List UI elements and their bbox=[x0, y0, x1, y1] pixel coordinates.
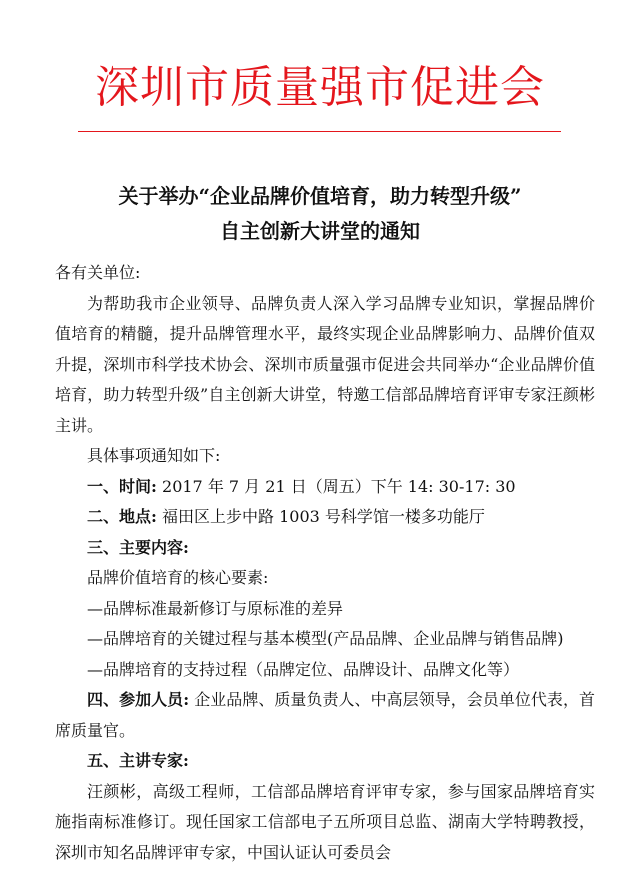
content-item-3: —品牌培育的支持过程（品牌定位、品牌设计、品牌文化等） bbox=[87, 659, 520, 679]
content-item-2: —品牌培育的关键过程与基本模型(产品品牌、企业品牌与销售品牌) bbox=[87, 629, 564, 648]
intro-paragraph: 为帮助我市企业领导、品牌负责人深入学习品牌专业知识，掌握品牌价值培育的精髓，提升品牌管理水平，最终实现企业品牌影响力、品牌价值双升提，深圳市科学技术协会、深圳市质量强市促进会共同举办“企业品牌价值培育，助力转型升级”自主创新大讲堂，特邀工信部品牌培育评审专家汪颜彬主讲。 bbox=[55, 293, 595, 435]
attendees-label: 四、参加人员: bbox=[87, 690, 190, 709]
content-heading: 三、主要内容: bbox=[87, 537, 189, 557]
place-value: 福田区上步中路 1003 号科学馆一楼多功能厅 bbox=[162, 507, 485, 526]
time-label: 一、时间: bbox=[87, 476, 157, 496]
notice-title-line-1: 关于举办“企业品牌价值培育，助力转型升级” bbox=[118, 184, 522, 208]
attendees-value: 企业品牌、质量负责人、中高层领导，会员单位代表，首席质量官。 bbox=[55, 690, 595, 740]
time-line bbox=[55, 472, 595, 503]
content-item-1: —品牌标准最新修订与原标准的差异 bbox=[87, 598, 344, 618]
header-divider bbox=[78, 131, 561, 132]
attendees-line bbox=[55, 685, 595, 746]
place-label: 二、地点: bbox=[87, 507, 157, 526]
time-value: 2017 年 7 月 21 日（周五）下午 14: 30-17: 30 bbox=[162, 476, 516, 496]
details-lead: 具体事项通知如下: bbox=[87, 446, 221, 465]
speaker-heading: 五、主讲专家: bbox=[87, 751, 189, 770]
speaker-bio: 汪颜彬，高级工程师，工信部品牌培育评审专家，参与国家品牌培育实施指南标准修订。现任国家工信部电子五所项目总监、湖南大学特聘教授，深圳市知名品牌评审专家，中国认证认可委员会 bbox=[55, 781, 595, 862]
organization-title: 深圳市质量强市促进会 bbox=[95, 62, 545, 113]
notice-body bbox=[55, 258, 595, 868]
content-intro: 品牌价值培育的核心要素: bbox=[87, 568, 269, 587]
place-line bbox=[55, 502, 595, 533]
salutation: 各有关单位: bbox=[55, 263, 141, 282]
notice-title-line-2: 自主创新大讲堂的通知 bbox=[220, 219, 420, 243]
